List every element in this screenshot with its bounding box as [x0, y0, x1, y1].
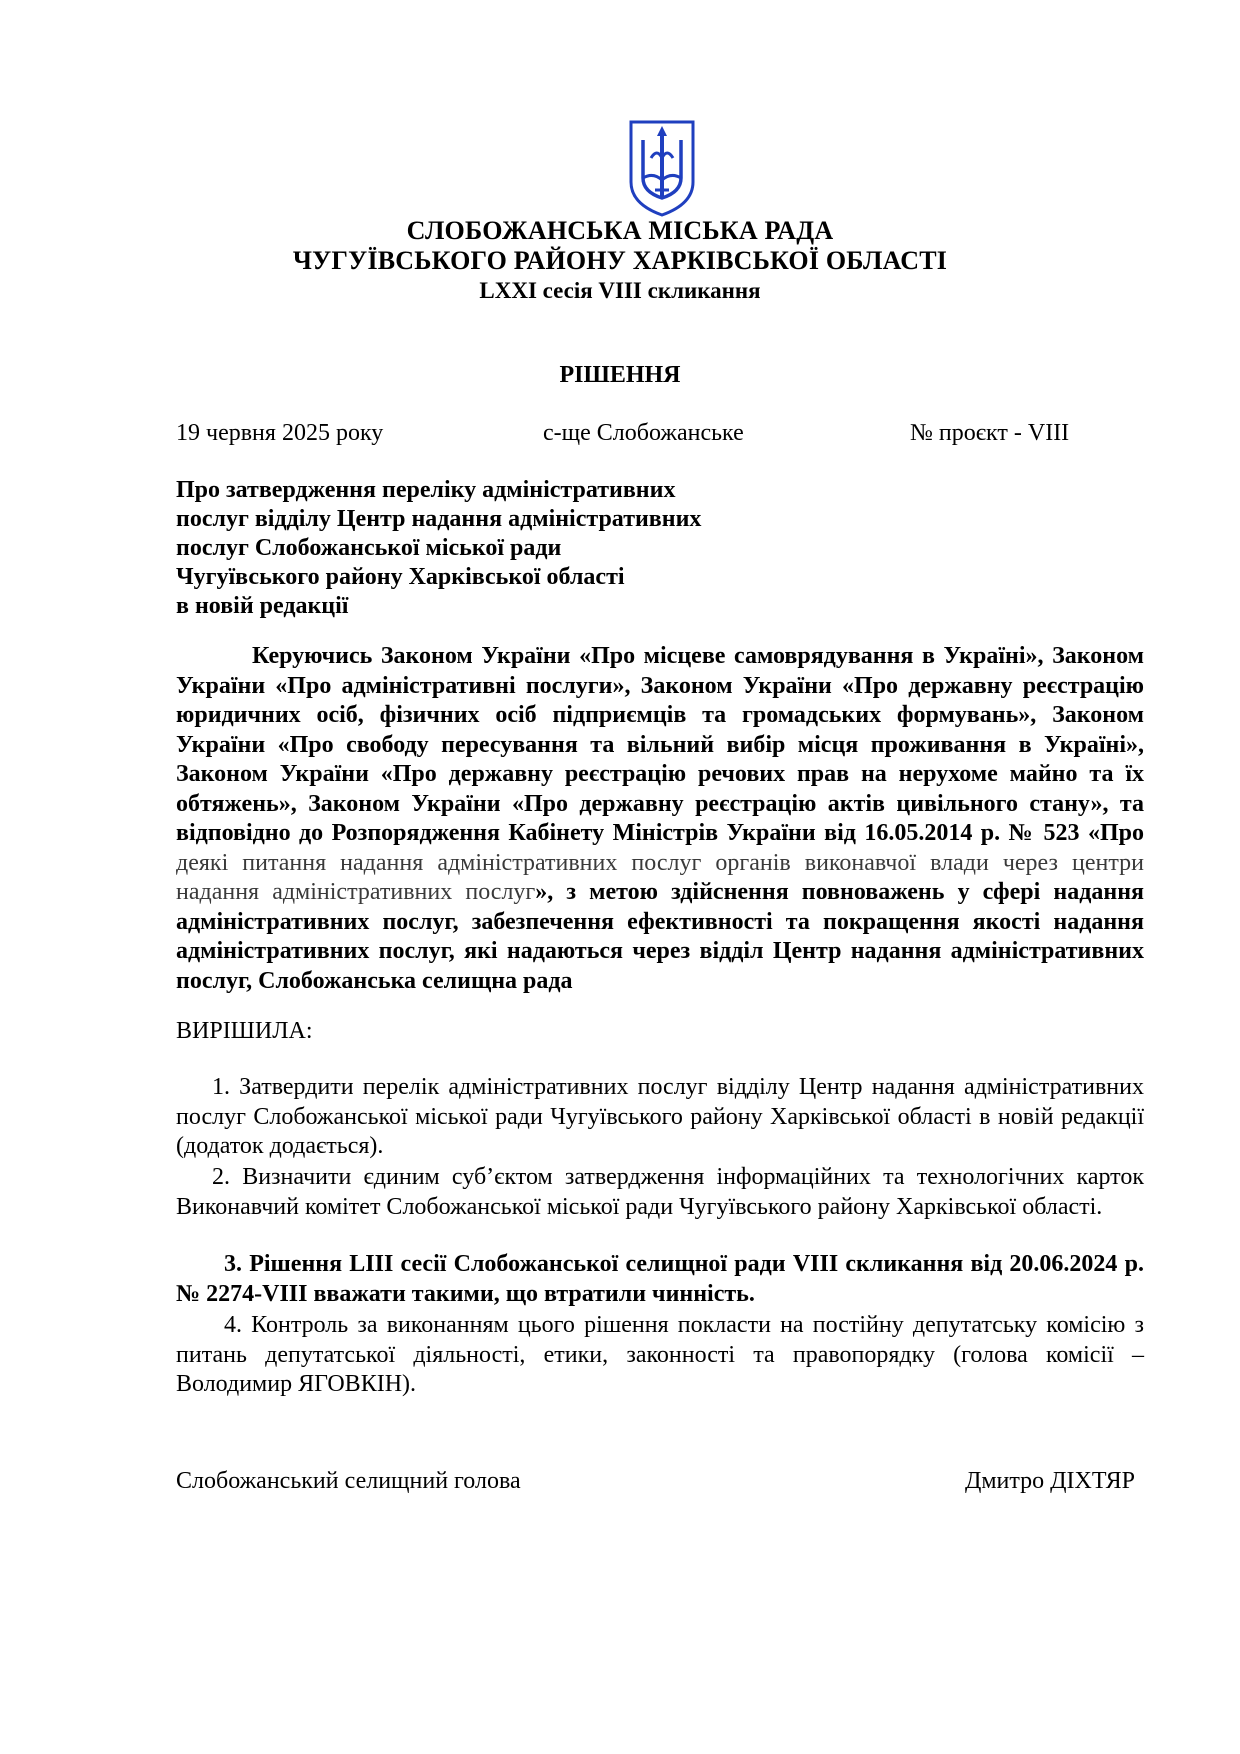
- preamble-paragraph: [176, 642, 1144, 996]
- decision-place: с-ще Слобожанське: [543, 420, 744, 446]
- subject-line: послуг відділу Центр надання адміністративних: [176, 506, 702, 532]
- decision-item: 3. Рішення LIII сесії Слобожанської селищної ради VIII скликання від 20.06.2024 р. № 2274-VIII вважати такими, що втратили чинність.: [176, 1251, 1144, 1307]
- decision-subject: [176, 476, 876, 621]
- subject-line: послуг Слобожанської міської ради: [176, 535, 562, 561]
- district-name: ЧУГУЇВСЬКОГО РАЙОНУ ХАРКІВСЬКОЇ ОБЛАСТІ: [292, 246, 948, 275]
- signatory-role: Слобожанський селищний голова: [176, 1468, 521, 1494]
- signatory-name: Дмитро ДІХТЯР: [965, 1468, 1135, 1494]
- preamble-part-3: », з метою здійснення повноважень у сфері надання адміністративних послуг, забезпечення ефективності та покращення якості надання адміністративних послуг, які надаються через відділ Центр надання адміністративних послуг, Слобожанська селищна рада: [176, 879, 1145, 994]
- decision-item: 4. Контроль за виконанням цього рішення покласти на постійну депутатську комісію з питань депутатської діяльності, етики, законності та правопорядку (голова комісії – Володимир ЯГОВКІН).: [176, 1312, 1144, 1397]
- coat-of-arms-icon: [627, 118, 697, 218]
- decided-label: ВИРІШИЛА:: [176, 1018, 313, 1044]
- preamble-part-2: деякі питання надання адміністративних послуг органів виконавчої влади через центри надання адміністративних послуг: [176, 849, 1144, 905]
- subject-line: Чугуївського району Харківської області: [176, 564, 625, 590]
- decision-number: № проєкт - VIII: [910, 420, 1070, 446]
- preamble-part-1: Керуючись Законом України «Про місцеве самоврядування в Україні», Законом України «Про адміністративні послуги», Законом України «Про державну реєстрацію юридичних осіб, фізичних осіб підприємців та громадських формувань», Законом України «Про свободу пересування та вільний вибір місця проживання в Україні», Законом України «Про державну реєстрацію речових прав на нерухоме майно та їх обтяжень», Законом України «Про державну реєстрацію актів цивільного стану», та відповідно до Розпорядження Кабінету Міністрів України від 16.05.2014 р. № 523 «Про: [176, 643, 1144, 846]
- subject-line: в новій редакції: [176, 593, 349, 619]
- decision-date: 19 червня 2025 року: [176, 420, 384, 446]
- document-type: РІШЕННЯ: [559, 362, 681, 388]
- council-name: СЛОБОЖАНСЬКА МІСЬКА РАДА: [406, 216, 834, 245]
- decision-item: 1. Затвердити перелік адміністративних послуг відділу Центр надання адміністративних послуг Слобожанської міської ради Чугуївського району Харківської області в новій редакції (додаток додається).: [176, 1074, 1144, 1159]
- subject-line: Про затвердження переліку адміністративних: [176, 477, 676, 503]
- decision-item: 2. Визначити єдиним суб’єктом затвердження інформаційних та технологічних карток Виконавчий комітет Слобожанської міської ради Чугуївського району Харківської області.: [176, 1164, 1144, 1220]
- session-line: LXXI сесія VIII скликання: [479, 278, 761, 303]
